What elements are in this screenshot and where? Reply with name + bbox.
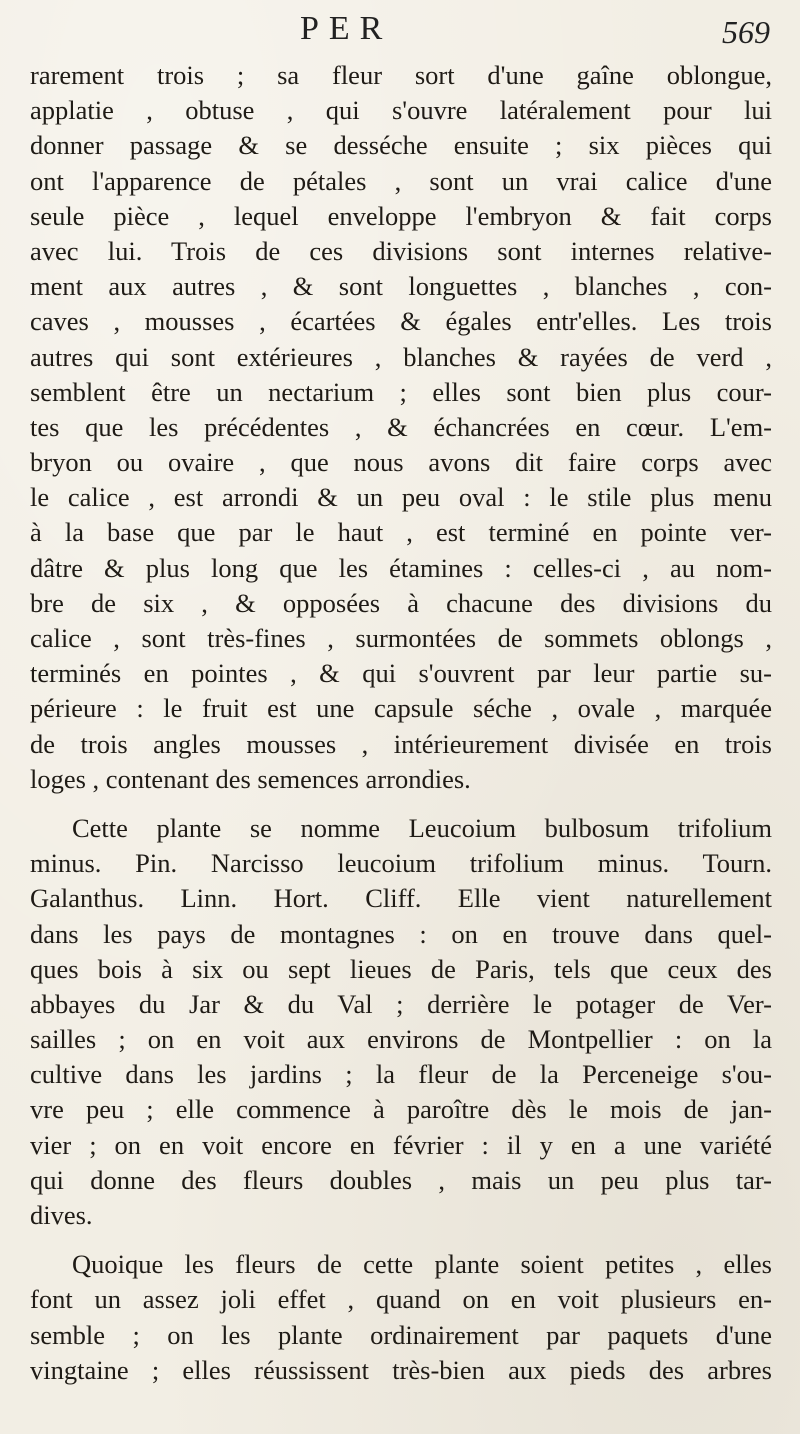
body-text — [30, 58, 772, 1388]
text-line: à la base que par le haut , est terminé en pointe ver- — [30, 517, 772, 548]
paragraph-gap — [30, 1233, 772, 1247]
text-line: cultive dans les jardins ; la fleur de la Perceneige s'ou- — [30, 1059, 772, 1090]
text-line: de trois angles mousses , intérieurement divisée en trois — [30, 728, 772, 759]
text-line: semblent être un nectarium ; elles sont bien plus cour- — [30, 376, 772, 407]
text-line: calice , sont très-fines , surmontées de sommets oblongs , — [30, 623, 772, 653]
text-line: périeure : le fruit est une capsule séche , ovale , marquée — [30, 693, 772, 724]
text-line: ques bois à six ou sept lieues de Paris, tels que ceux des — [30, 953, 772, 984]
text-line: abbayes du Jar & du Val ; derrière le potager de Ver- — [30, 988, 772, 1019]
text-line: vre peu ; elle commence à paroître dès le mois de jan- — [30, 1094, 772, 1125]
text-line: dives. — [30, 1200, 93, 1230]
text-line: bryon ou ovaire , que nous avons dit faire corps avec — [30, 447, 772, 478]
text-line: Galanthus. Linn. Hort. Cliff. Elle vient naturellement — [30, 883, 772, 914]
text-line: vingtaine ; elles réussissent très-bien aux pieds des arbres — [30, 1354, 772, 1385]
text-line: ont l'apparence de pétales , sont un vrai calice d'une — [30, 165, 772, 196]
text-line: terminés en pointes , & qui s'ouvrent par leur partie su- — [30, 658, 772, 689]
text-line: qui donne des fleurs doubles , mais un peu plus tar- — [30, 1164, 772, 1195]
text-line: bre de six , & opposées à chacune des divisions du — [30, 587, 772, 618]
text-line: dans les pays de montagnes : on en trouve dans quel- — [30, 918, 772, 949]
running-head: PER — [300, 10, 393, 47]
text-line: Cette plante se nomme Leucoium bulbosum trifolium — [72, 812, 772, 843]
text-line: rarement trois ; sa fleur sort d'une gaîne oblongue, — [30, 60, 772, 90]
text-line: Quoique les fleurs de cette plante soient petites , elles — [72, 1249, 772, 1280]
text-line: dâtre & plus long que les étamines : celles-ci , au nom- — [30, 552, 772, 583]
text-line: seule pièce , lequel enveloppe l'embryon & fait corps — [30, 200, 772, 231]
paragraph-gap — [30, 797, 772, 811]
text-line: semble ; on les plante ordinairement par paquets d'une — [30, 1319, 772, 1350]
text-line: sailles ; on en voit aux environs de Montpellier : on la — [30, 1024, 772, 1055]
text-line: caves , mousses , écartées & égales entr'elles. Les trois — [30, 306, 772, 337]
text-line: vier ; on en voit encore en février : il y en a une variété — [30, 1129, 772, 1160]
text-line: minus. Pin. Narcisso leucoium trifolium minus. Tourn. — [30, 848, 772, 879]
text-line: applatie , obtuse , qui s'ouvre latéralement pour lui — [30, 95, 772, 126]
text-line: avec lui. Trois de ces divisions sont internes relative- — [30, 235, 772, 266]
text-line: tes que les précédentes , & échancrées en cœur. L'em- — [30, 411, 772, 442]
text-line: donner passage & se desséche ensuite ; six pièces qui — [30, 130, 772, 161]
text-line: ment aux autres , & sont longuettes , blanches , con- — [30, 271, 772, 302]
page-number: 569 — [722, 14, 770, 50]
text-line: loges , contenant des semences arrondies. — [30, 763, 471, 794]
text-line: autres qui sont extérieures , blanches & rayées de verd , — [30, 341, 772, 372]
text-line: le calice , est arrondi & un peu oval : le stile plus menu — [30, 482, 772, 513]
text-line: font un assez joli effet , quand on en voit plusieurs en- — [30, 1284, 772, 1315]
